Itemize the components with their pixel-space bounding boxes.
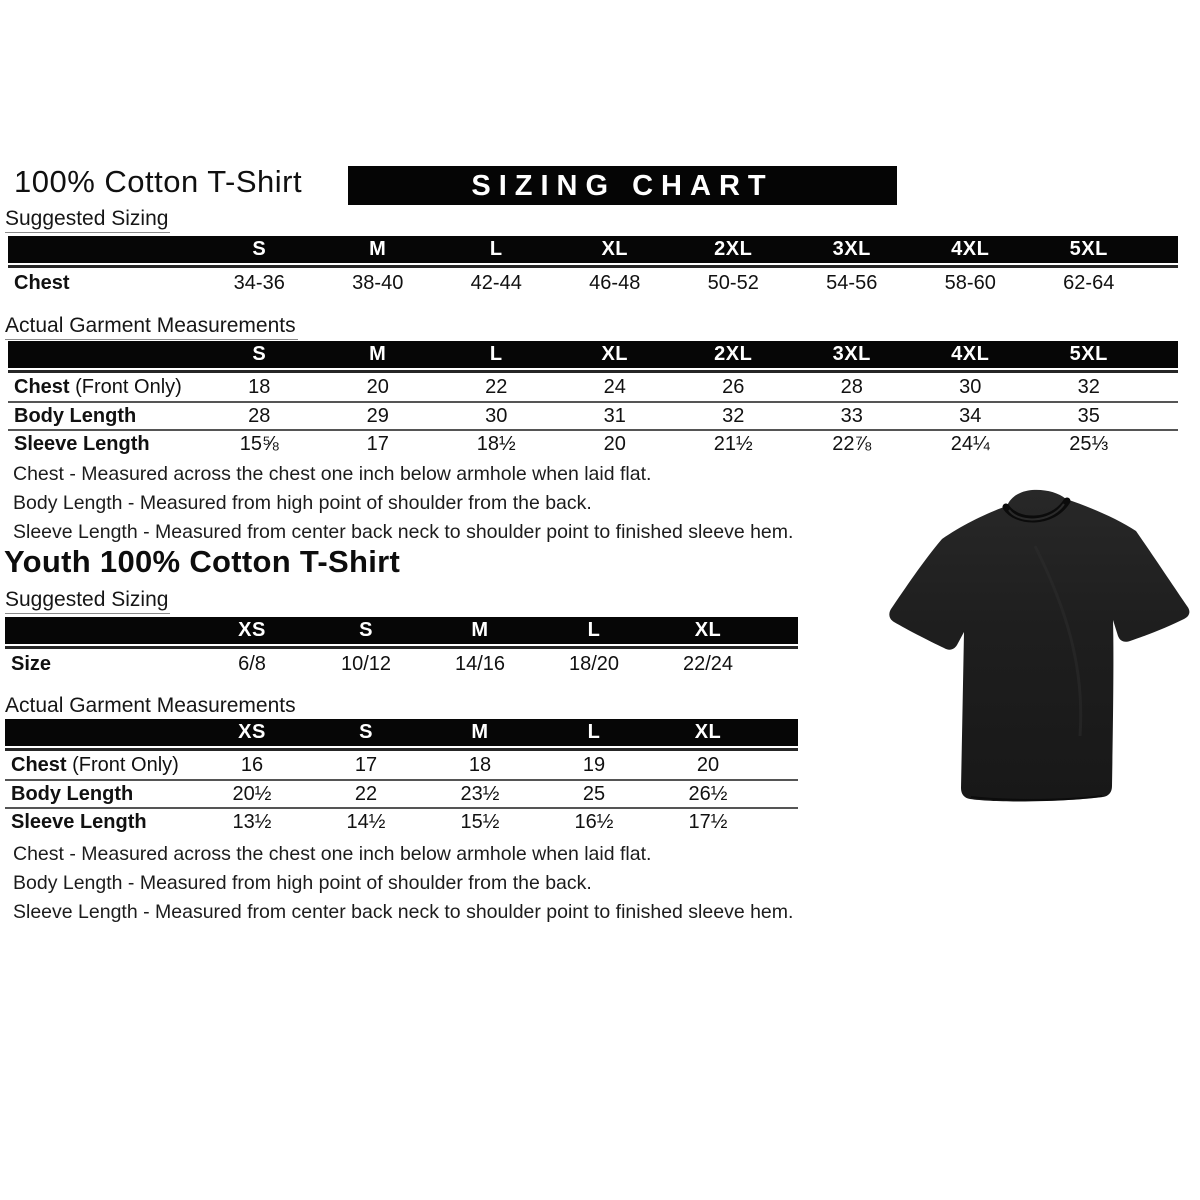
size-col-header: 2XL bbox=[714, 343, 753, 365]
size-col-header: XL bbox=[694, 721, 722, 743]
row-label: Body Length bbox=[14, 404, 137, 427]
note-line: Sleeve Length - Measured from center back neck to shoulder point to finished sleeve hem. bbox=[13, 901, 794, 923]
cell: 15⅝ bbox=[239, 432, 279, 455]
black-tshirt-photo bbox=[885, 486, 1195, 811]
size-col-header: 4XL bbox=[951, 238, 990, 260]
note-line: Body Length - Measured from high point of shoulder from the back. bbox=[13, 492, 592, 514]
cell: 24¼ bbox=[950, 432, 990, 455]
size-col-header: L bbox=[587, 619, 601, 641]
row-label-suffix: (Front Only) bbox=[75, 375, 182, 398]
cell: 10/12 bbox=[340, 652, 392, 675]
cell: 35 bbox=[1077, 404, 1100, 427]
size-col-header: M bbox=[369, 238, 387, 260]
youth-measurement-notes bbox=[13, 840, 793, 927]
table-row bbox=[8, 429, 1178, 457]
row-label: Sleeve Length bbox=[14, 432, 150, 455]
row-label: Sleeve Length bbox=[11, 810, 147, 833]
youth-actual-measurements-table bbox=[5, 719, 798, 835]
cell: 28 bbox=[840, 375, 863, 398]
cell: 20 bbox=[696, 753, 720, 776]
cell: 18/20 bbox=[568, 652, 620, 675]
cell: 26 bbox=[722, 375, 745, 398]
cell: 54-56 bbox=[826, 271, 878, 294]
cell: 18 bbox=[468, 753, 492, 776]
note-line: Body Length - Measured from high point of shoulder from the back. bbox=[13, 872, 592, 894]
size-col-header: L bbox=[489, 343, 503, 365]
cell: 30 bbox=[959, 375, 982, 398]
table-row bbox=[5, 649, 798, 679]
size-col-header: 4XL bbox=[951, 343, 990, 365]
cell: 24 bbox=[603, 375, 626, 398]
cell: 29 bbox=[366, 404, 389, 427]
youth-suggested-sizing-table bbox=[5, 617, 798, 679]
sizing-chart-banner: SIZING CHART bbox=[348, 166, 897, 205]
cell: 46-48 bbox=[589, 271, 641, 294]
cell: 13½ bbox=[232, 810, 272, 833]
cell: 17½ bbox=[688, 810, 728, 833]
youth-actual-header-row bbox=[5, 719, 798, 746]
adult-measurement-notes bbox=[13, 460, 793, 547]
size-col-header: M bbox=[471, 721, 489, 743]
cell: 20½ bbox=[232, 782, 272, 805]
size-col-header: L bbox=[587, 721, 601, 743]
adult-actual-measurements-label: Actual Garment Measurements bbox=[5, 314, 298, 340]
cell: 19 bbox=[582, 753, 606, 776]
cell: 14/16 bbox=[454, 652, 506, 675]
cell: 6/8 bbox=[238, 652, 266, 675]
page-title: 100% Cotton T-Shirt bbox=[14, 164, 303, 199]
cell: 33 bbox=[840, 404, 863, 427]
size-col-header: M bbox=[471, 619, 489, 641]
cell: 14½ bbox=[346, 810, 386, 833]
size-col-header: 3XL bbox=[832, 343, 871, 365]
note-line: Sleeve Length - Measured from center back neck to shoulder point to finished sleeve hem. bbox=[13, 521, 794, 543]
row-label bbox=[5, 754, 195, 777]
youth-suggested-sizing-label: Suggested Sizing bbox=[5, 588, 170, 614]
table-row bbox=[5, 807, 798, 835]
size-col-header: 3XL bbox=[832, 238, 871, 260]
cell: 31 bbox=[603, 404, 626, 427]
cell: 62-64 bbox=[1063, 271, 1115, 294]
cell: 34-36 bbox=[233, 271, 285, 294]
cell: 58-60 bbox=[944, 271, 996, 294]
size-col-header: 5XL bbox=[1069, 238, 1108, 260]
size-col-header: S bbox=[359, 721, 373, 743]
cell: 26½ bbox=[688, 782, 728, 805]
cell: 17 bbox=[354, 753, 378, 776]
adult-suggested-header-row bbox=[8, 236, 1178, 263]
size-col-header: XS bbox=[238, 721, 266, 743]
size-col-header: S bbox=[252, 238, 267, 260]
row-label: Body Length bbox=[11, 782, 134, 805]
size-col-header: M bbox=[369, 343, 387, 365]
table-row bbox=[5, 751, 798, 779]
cell: 25 bbox=[582, 782, 606, 805]
cell: 22/24 bbox=[682, 652, 734, 675]
row-label-suffix: (Front Only) bbox=[72, 753, 179, 776]
cell: 16 bbox=[240, 753, 264, 776]
note-line: Chest - Measured across the chest one inch below armhole when laid flat. bbox=[13, 463, 652, 485]
cell: 23½ bbox=[460, 782, 500, 805]
size-col-header: 2XL bbox=[714, 238, 753, 260]
youth-suggested-header-row bbox=[5, 617, 798, 644]
cell: 17 bbox=[366, 432, 389, 455]
size-col-header: L bbox=[489, 238, 503, 260]
cell: 42-44 bbox=[470, 271, 522, 294]
row-label bbox=[8, 376, 200, 399]
adult-actual-measurements-table bbox=[8, 341, 1178, 457]
size-col-header: S bbox=[359, 619, 373, 641]
row-label-strong: Chest bbox=[11, 753, 67, 776]
table-row bbox=[8, 268, 1178, 298]
cell: 28 bbox=[248, 404, 271, 427]
row-label: Size bbox=[11, 652, 52, 675]
size-col-header: S bbox=[252, 343, 267, 365]
cell: 30 bbox=[485, 404, 508, 427]
adult-suggested-sizing-table bbox=[8, 236, 1178, 298]
cell: 15½ bbox=[460, 810, 500, 833]
adult-suggested-sizing-label: Suggested Sizing bbox=[5, 207, 170, 233]
row-label: Chest bbox=[14, 271, 70, 294]
table-row bbox=[8, 373, 1178, 401]
cell: 22 bbox=[354, 782, 378, 805]
youth-actual-measurements-label: Actual Garment Measurements bbox=[5, 694, 298, 720]
cell: 32 bbox=[1077, 375, 1100, 398]
cell: 38-40 bbox=[352, 271, 404, 294]
cell: 21½ bbox=[713, 432, 753, 455]
cell: 34 bbox=[959, 404, 982, 427]
table-row bbox=[5, 779, 798, 807]
cell: 22⅞ bbox=[832, 432, 872, 455]
size-col-header: XL bbox=[694, 619, 722, 641]
cell: 16½ bbox=[574, 810, 614, 833]
size-col-header: XL bbox=[601, 343, 629, 365]
cell: 18 bbox=[248, 375, 271, 398]
cell: 32 bbox=[722, 404, 745, 427]
row-label-strong: Chest bbox=[14, 375, 70, 398]
cell: 18½ bbox=[476, 432, 516, 455]
size-col-header: 5XL bbox=[1069, 343, 1108, 365]
size-col-header: XL bbox=[601, 238, 629, 260]
cell: 25⅓ bbox=[1069, 432, 1109, 455]
note-line: Chest - Measured across the chest one inch below armhole when laid flat. bbox=[13, 843, 652, 865]
cell: 50-52 bbox=[707, 271, 759, 294]
cell: 20 bbox=[366, 375, 389, 398]
table-row bbox=[8, 401, 1178, 429]
adult-actual-header-row bbox=[8, 341, 1178, 368]
cell: 20 bbox=[603, 432, 626, 455]
size-col-header: XS bbox=[238, 619, 266, 641]
youth-section-title: Youth 100% Cotton T-Shirt bbox=[4, 544, 401, 579]
cell: 22 bbox=[485, 375, 508, 398]
